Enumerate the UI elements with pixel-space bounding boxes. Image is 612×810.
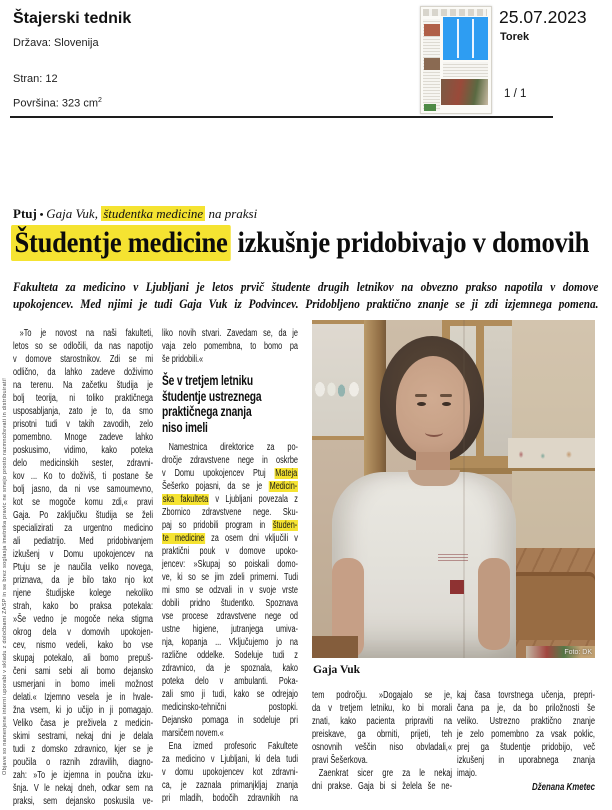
text-line: [162, 389, 298, 405]
thumbnail-article-highlight: [443, 17, 488, 60]
text-line: [13, 678, 153, 691]
text-line: [162, 441, 298, 454]
text-segment: da v tretjem letniku, ko bi morali: [312, 703, 453, 714]
text-segment: Namestnica direktorice za po-: [168, 442, 298, 453]
text-line: [162, 675, 298, 688]
text-line: [13, 613, 153, 626]
text-line: [13, 418, 153, 431]
text-line: [13, 704, 153, 717]
text-line: [13, 509, 153, 522]
highlighted-keyword: ska fakulteta: [162, 494, 209, 505]
text-segment: Zaenkrat sicer gre za le nekaj: [318, 768, 453, 779]
text-segment: delo medicinskih sester, zdravni-: [13, 458, 154, 469]
text-line: [162, 688, 298, 701]
photo-chair-corner: [312, 636, 358, 658]
thumbnail-column-gap: [472, 19, 474, 58]
text-line: [13, 743, 153, 756]
headline: [11, 224, 596, 262]
text-segment: Fakulteta za medicino v Ljubljani je letos prvič študente drugih letnikov na obvezno prakso napotila v domove: [13, 279, 599, 294]
photo-smile: [425, 428, 443, 437]
text-segment: zah: »To je izjemna in poučna izku-: [13, 770, 154, 781]
text-segment: Veliko časa je preživela z medicin-: [13, 718, 154, 729]
kicker-text: na praksi: [205, 206, 258, 221]
headline-highlighted-keyword: Študentje medicine: [11, 225, 231, 261]
kicker-bullet: •: [36, 209, 47, 221]
text-segment: Dženana Kmetec: [531, 781, 595, 793]
lead-paragraph: [13, 279, 598, 312]
author-byline: [457, 780, 595, 794]
text-segment: mi smo se odzvali in v svoje vrste: [162, 585, 298, 596]
photo-eyebrow: [415, 394, 427, 397]
text-line: [13, 444, 153, 457]
thumbnail-logo: [424, 104, 436, 111]
text-segment: »Še vedno je mogoče neka stigma: [13, 614, 154, 625]
text-segment: praktičnega znanja: [162, 403, 252, 419]
text-segment: čeni sami sebi ali bomo dejansko: [13, 666, 154, 677]
text-line: [13, 639, 153, 652]
text-line: [13, 769, 153, 782]
text-line: [162, 532, 298, 545]
text-line: [13, 730, 153, 743]
text-line: [162, 597, 298, 610]
text-segment: prisotni tudi v takih zavodih, zelo: [13, 419, 154, 430]
kicker-location: Ptuj: [13, 206, 37, 221]
text-segment: bolj jasno, da ni vse samoumevno,: [13, 484, 154, 495]
text-line: [312, 741, 452, 754]
text-line: [162, 353, 298, 366]
thumbnail-masthead: [423, 9, 487, 16]
text-line: [13, 457, 153, 470]
highlighted-keyword: Mateja: [275, 468, 298, 479]
text-line: [162, 701, 298, 714]
text-line: [13, 535, 153, 548]
text-line: [162, 779, 298, 792]
text-line: [162, 662, 298, 675]
text-segment: ali pediatrijo. Med pridobivanjem: [13, 536, 154, 547]
thumbnail-photo: [441, 79, 488, 105]
text-line: [13, 652, 153, 665]
kicker: [13, 206, 257, 223]
paragraph: [457, 689, 595, 780]
text-segment: študentje ustreznega: [162, 387, 262, 404]
text-segment: kaj časa tovrstnega učenja, prepri-: [457, 690, 595, 701]
text-segment: praksi, sem dejansko poskusila ve-: [13, 796, 154, 807]
photo-arm: [478, 558, 510, 650]
text-line: [13, 756, 153, 769]
clipping-day: Torek: [500, 31, 530, 43]
text-line: [457, 702, 595, 715]
text-segment: v Ljubljani povezala z: [208, 494, 298, 505]
text-segment: paj so pridobili program in: [162, 520, 273, 531]
text-line: [162, 558, 298, 571]
text-segment: veliko. Ustrezno praktično znanje: [457, 716, 595, 727]
text-line: [13, 405, 153, 418]
highlighted-keyword: študen-: [272, 520, 298, 531]
area-label: [13, 94, 102, 111]
article-photo: [312, 320, 595, 658]
text-segment: Zbornico zdravstvene nege. Sku-: [162, 507, 298, 518]
body-column-2: [162, 327, 298, 805]
text-segment: niso imeli: [162, 418, 208, 435]
text-line: [13, 379, 153, 392]
text-segment: jencev: »Skupaj so poiskali domo-: [162, 559, 298, 570]
text-line: [162, 420, 298, 436]
text-line: [312, 728, 452, 741]
thumbnail-text-block: [443, 62, 488, 77]
paragraph: [162, 441, 298, 805]
text-line: [162, 727, 298, 740]
text-segment: njene študijske kolege nekoliko: [13, 588, 154, 599]
text-line: [13, 522, 153, 535]
text-segment: bolj teorija, ni toliko praktičnega: [13, 393, 154, 404]
text-segment: skimi sestrami, nekaj dni je delala: [13, 731, 154, 742]
photo-shelf-bottles: [314, 375, 364, 401]
kicker-highlighted-keyword: študentka medicine: [103, 206, 204, 221]
text-segment: pri mladih, bodočih zdravnikih na: [162, 793, 298, 804]
paragraph: [13, 327, 153, 808]
text-segment: v domove starostnikov. Zdi se mi: [13, 354, 154, 365]
text-segment: skupaj potekalo, ali bomo prepuš-: [13, 653, 154, 664]
text-line: [162, 740, 298, 753]
text-line: [162, 766, 298, 779]
text-line: [312, 767, 452, 780]
text-segment: dročje zdravstvene nege in oskrbe: [162, 455, 298, 466]
text-segment: v Domu upokojencev Ptuj: [162, 468, 275, 479]
kicker-text: Gaja Vuk,: [46, 206, 102, 221]
text-segment: imajo.: [457, 768, 478, 779]
text-line: [162, 584, 298, 597]
text-segment: odlično, da lahko zadeve doživimo: [13, 367, 154, 378]
text-line: [13, 431, 153, 444]
text-segment: ustne higiene, jutranjega umiva-: [162, 624, 298, 635]
text-segment: različne oddelke. Sodeluje tudi z: [162, 650, 298, 661]
text-line: [457, 754, 595, 767]
text-segment: kov ... Ko to doživiš, ti postane še: [13, 471, 154, 482]
text-segment: ca, je zaznala primanjkljaj znanja: [162, 780, 298, 791]
text-line: [162, 545, 298, 558]
text-line: [457, 741, 595, 754]
text-segment: »To je novost na naši fakulteti,: [19, 328, 154, 339]
text-line: [13, 340, 153, 353]
text-segment: vse procese zdravstvene nege od: [162, 611, 298, 622]
paragraph: [162, 327, 298, 366]
text-segment: praktični pouk v domove upoko-: [162, 546, 298, 557]
text-segment: upokojencev. Med njimi je tudi Gaja Vuk iz Podvincev. Pridobljeno praktično znanje se ji zdi izjemnega pomena.: [13, 295, 599, 311]
text-segment: zali smo ji tudi, kako se odrejajo: [162, 689, 298, 700]
text-line: [13, 327, 153, 340]
text-segment: vaja zelo pomembna, to bomo pa: [162, 341, 298, 352]
photo-shirt-logo: [450, 580, 464, 594]
photo-glass-panel: [484, 326, 512, 456]
text-segment: okrog dela v domovih upokojen-: [13, 627, 154, 638]
text-line: [13, 279, 598, 296]
page-indicator: 1 / 1: [504, 88, 527, 100]
text-line: [162, 327, 298, 340]
photo-credit: Foto: DK: [564, 649, 592, 656]
subheading: [162, 373, 298, 435]
text-line: [13, 717, 153, 730]
text-line: [312, 754, 452, 767]
photo-eyebrow: [440, 394, 452, 397]
text-segment: usmerjani in bomo imeli možnost: [13, 679, 154, 690]
text-line: [162, 454, 298, 467]
text-line: [162, 480, 298, 493]
text-line: [162, 467, 298, 480]
text-segment: čana pa je, da bo priložnosti še: [457, 703, 595, 714]
text-line: [162, 792, 298, 805]
text-segment: nja, kopanja ... Vključujemo jo na: [162, 637, 298, 648]
photo-woman-face: [396, 356, 470, 456]
copyright-disclaimer: Objave so namenjene interni uporabi v skladu z določbami ZASP in se brez soglasja imetnika pravic ne smejo prosto razmnoževati in distribuirati!: [2, 377, 8, 775]
text-segment: poteka delo v ambulanti. Poka-: [162, 676, 298, 687]
country-label: Država: Slovenija: [13, 37, 99, 49]
text-line: [162, 373, 298, 389]
text-segment: za osem dni vključili v: [204, 533, 298, 544]
text-segment: žna vsem, ki jo učijo in ji pomagajo.: [13, 705, 154, 716]
text-line: [162, 649, 298, 662]
text-segment: izkušenj in uporabnega znanja: [457, 755, 595, 766]
clipping-date: 25.07.2023: [499, 7, 587, 27]
photo-collar: [408, 470, 460, 486]
text-line: [312, 780, 452, 793]
photo-caption: Gaja Vuk: [313, 664, 360, 676]
photo-scan-fold: [463, 320, 465, 658]
text-line: [13, 353, 153, 366]
text-segment: strah, kako bo praksa potekala:: [13, 601, 154, 612]
text-line: [13, 483, 153, 496]
text-line: [162, 623, 298, 636]
text-line: [457, 780, 595, 794]
text-segment: Dejansko pomaga in sodeluje pri: [162, 715, 298, 726]
text-line: [162, 636, 298, 649]
text-line: [13, 600, 153, 613]
paragraph: [13, 279, 598, 312]
text-segment: priznava, da je bilo tako njo kot: [13, 575, 154, 586]
text-segment: Šešerko pojasni, da se je: [162, 481, 269, 492]
text-line: [162, 571, 298, 584]
thumbnail-photo: [424, 24, 440, 36]
text-line: [457, 715, 595, 728]
body-column-4: [457, 689, 595, 794]
highlighted-keyword: Medicin-: [269, 481, 298, 492]
text-segment: tudi z domsko zdravnico, kjer se je: [13, 744, 154, 755]
text-line: [13, 665, 153, 678]
text-segment: delati.« Izjemno vesela je in hvale-: [13, 692, 154, 703]
text-line: [13, 496, 153, 509]
text-line: [13, 782, 153, 795]
text-segment: Ptuju se je naučila veliko novega,: [13, 562, 154, 573]
highlighted-keyword: te medicine: [162, 533, 205, 544]
text-line: [162, 404, 298, 420]
page-number-label: Stran: 12: [13, 73, 58, 85]
text-segment: ve, ki so se jim zdeli primerni. Tudi: [162, 572, 298, 583]
text-segment: pravi Šešerkova.: [312, 755, 368, 766]
text-segment: letos so se odločili, da nas napotijo: [13, 341, 154, 352]
text-line: [457, 767, 595, 780]
header-divider: [10, 116, 553, 118]
text-line: [13, 574, 153, 587]
text-line: [312, 702, 452, 715]
text-line: [13, 626, 153, 639]
text-segment: zdravnico, da je spoznala, kako: [162, 663, 298, 674]
text-segment: medicinsko-tehnični postopki.: [162, 702, 298, 713]
text-line: [162, 340, 298, 353]
text-line: [162, 753, 298, 766]
text-line: [162, 506, 298, 519]
text-line: [312, 689, 452, 702]
text-line: [162, 519, 298, 532]
text-line: [13, 548, 153, 561]
area-label-text: Površina: 323 cm: [13, 97, 98, 110]
text-segment: preiskave, ga obrniti, prijeti, teh: [312, 729, 453, 740]
text-segment: specializirati za urgentno medicino: [13, 523, 154, 534]
text-segment: liko novih stvari. Zavedam se, da je: [162, 328, 298, 339]
text-segment: poučila o raznih zdravilih, diagno-: [13, 757, 154, 768]
text-line: [13, 392, 153, 405]
text-segment: dni prakse. Gaja bi si želela še ne-: [312, 781, 453, 792]
area-label-sup: 2: [97, 97, 102, 104]
photo-window-sill: [508, 438, 595, 471]
page-thumbnail: [420, 6, 492, 114]
text-line: [162, 714, 298, 727]
text-line: [13, 470, 153, 483]
body-column-3: [312, 689, 452, 793]
headline-text: izkušnje pridobivajo v domovih: [231, 226, 590, 259]
text-line: [162, 493, 298, 506]
text-segment: znati, kako pacienta pripraviti na: [312, 716, 453, 727]
text-line: [457, 689, 595, 702]
thumbnail-column-gap: [457, 19, 459, 58]
text-line: [13, 561, 153, 574]
text-segment: poskusimo, vidimo, kako poteka: [13, 445, 154, 456]
text-segment: izkušenj v Domu upokojencev na: [13, 549, 154, 560]
text-segment: tem področju. »Dogajalo se je,: [312, 690, 453, 701]
body-column-1: [13, 327, 153, 808]
photo-chair: [512, 572, 595, 640]
text-segment: Še v tretjem letniku: [162, 372, 253, 388]
text-segment: na terenu. Na začetku študija je: [13, 380, 154, 391]
text-line: [162, 610, 298, 623]
text-segment: usposabljanja, zato je to, da smo: [13, 406, 154, 417]
text-line: [13, 366, 153, 379]
text-line: [457, 728, 595, 741]
text-line: [13, 296, 598, 313]
text-segment: kot se mogoče komu zdi,« pravi: [13, 497, 154, 508]
text-segment: marsičem novem.«: [162, 728, 224, 739]
text-segment: cev, nismo vedeli, kako bo vse: [13, 640, 154, 651]
text-segment: v domu upokojencev kot zdravni-: [162, 767, 298, 778]
text-segment: je zelo pomembno za vsak poklic,: [457, 729, 595, 740]
photo-eye: [417, 402, 426, 406]
text-segment: Gaja. Po zaključku študija se želi: [13, 510, 154, 521]
text-segment: za medicino v Ljubljani, ki dela tudi: [162, 754, 298, 765]
paragraph: [312, 689, 452, 793]
text-line: [13, 691, 153, 704]
text-segment: Ena izmed profesoric Fakultete: [168, 741, 298, 752]
text-segment: prej ga študentje pridobijo, več: [457, 742, 595, 753]
publication-title: Štajerski tednik: [13, 10, 132, 27]
text-segment: pomembno. Mnoge zadeve lahko: [13, 432, 154, 443]
text-segment: osnovnih veščin niso obvladali,«: [312, 742, 453, 753]
thumbnail-photo: [424, 58, 440, 70]
photo-eye: [442, 402, 451, 406]
text-segment: šnja. V le nekaj dneh, odkar sem na: [13, 783, 154, 794]
text-line: [13, 795, 153, 808]
text-segment: še pridobili.«: [162, 354, 204, 365]
text-segment: dobili pridno študentko. Spoznava: [162, 598, 298, 609]
text-line: [13, 587, 153, 600]
text-line: [312, 715, 452, 728]
